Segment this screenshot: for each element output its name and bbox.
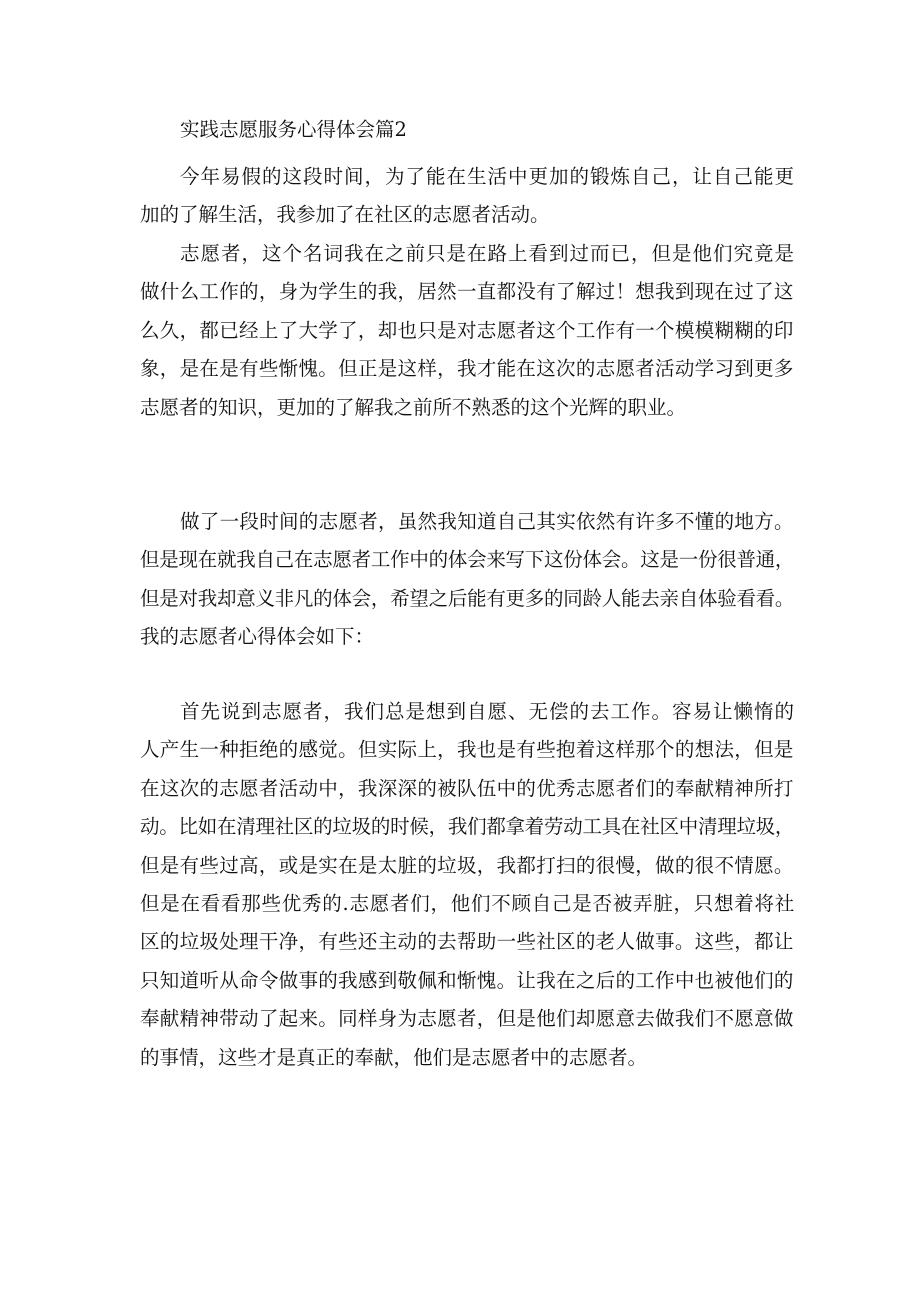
paragraph-line: 做了一段时间的志愿者，虽然我知道自己其实依然有许多不懂的地方。 <box>180 510 794 533</box>
paragraph-line: 但是在看看那些优秀的.志愿者们，他们不顾自己是否被弄脏，只想着将社 <box>140 892 795 915</box>
paragraph-line: 但是对我却意义非凡的体会，希望之后能有更多的同龄人能去亲自体验看看。 <box>140 586 795 610</box>
paragraph-line: 今年易假的这段时间，为了能在生活中更加的锻炼自己，让自己能更 <box>180 165 796 188</box>
paragraph-line: 只知道听从命令做事的我感到敬佩和惭愧。让我在之后的工作中也被他们的 <box>140 968 794 992</box>
paragraph-line: 象，是在是有些惭愧。但正是这样，我才能在这次的志愿者活动学习到更多 <box>140 357 794 381</box>
paragraph-line: 但是现在就我自己在志愿者工作中的体会来写下这份体会。这是一份很普通， <box>140 548 795 572</box>
paragraph-line: 的事情，这些才是真正的奉献，他们是志愿者中的志愿者。 <box>140 1045 648 1069</box>
paragraph-line: 志愿者，这个名词我在之前只是在路上看到过而已，但是他们究竟是 <box>180 242 796 265</box>
paragraph-line: 人产生一种拒绝的感觉。但实际上，我也是有些抱着这样那个的想法，但是 <box>140 738 794 762</box>
paragraph-line: 区的垃圾处理干净，有些还主动的去帮助一些社区的老人做事。这些，都让 <box>140 930 794 954</box>
paragraph-line: 奉献精神带动了起来。同样身为志愿者，但是他们却愿意去做我们不愿意做 <box>140 1007 794 1031</box>
paragraph-line: 我的志愿者心得体会如下： <box>140 625 375 649</box>
document-title: 实践志愿服务心得体会篇2 <box>180 118 407 141</box>
paragraph-line: 在这次的志愿者活动中，我深深的被队伍中的优秀志愿者们的奉献精神所打 <box>140 776 794 800</box>
paragraph-line: 加的了解生活，我参加了在社区的志愿者活动。 <box>140 203 550 227</box>
paragraph-line: 但是有些过高，或是实在是太脏的垃圾，我都打扫的很慢，做的很不情愿。 <box>140 853 794 877</box>
paragraph-line: 首先说到志愿者，我们总是想到自愿、无偿的去工作。容易让懒惰的 <box>180 700 796 723</box>
paragraph-line: 做什么工作的，身为学生的我，居然一直都没有了解过！想我到现在过了这 <box>140 280 794 304</box>
paragraph-line: 么久，都已经上了大学了，却也只是对志愿者这个工作有一个模模糊糊的印 <box>140 318 794 342</box>
paragraph-line: 志愿者的知识，更加的了解我之前所不熟悉的这个光辉的职业。 <box>140 395 687 419</box>
paragraph-line: 动。比如在清理社区的垃圾的时候，我们都拿着劳动工具在社区中清理垃圾， <box>140 815 795 839</box>
